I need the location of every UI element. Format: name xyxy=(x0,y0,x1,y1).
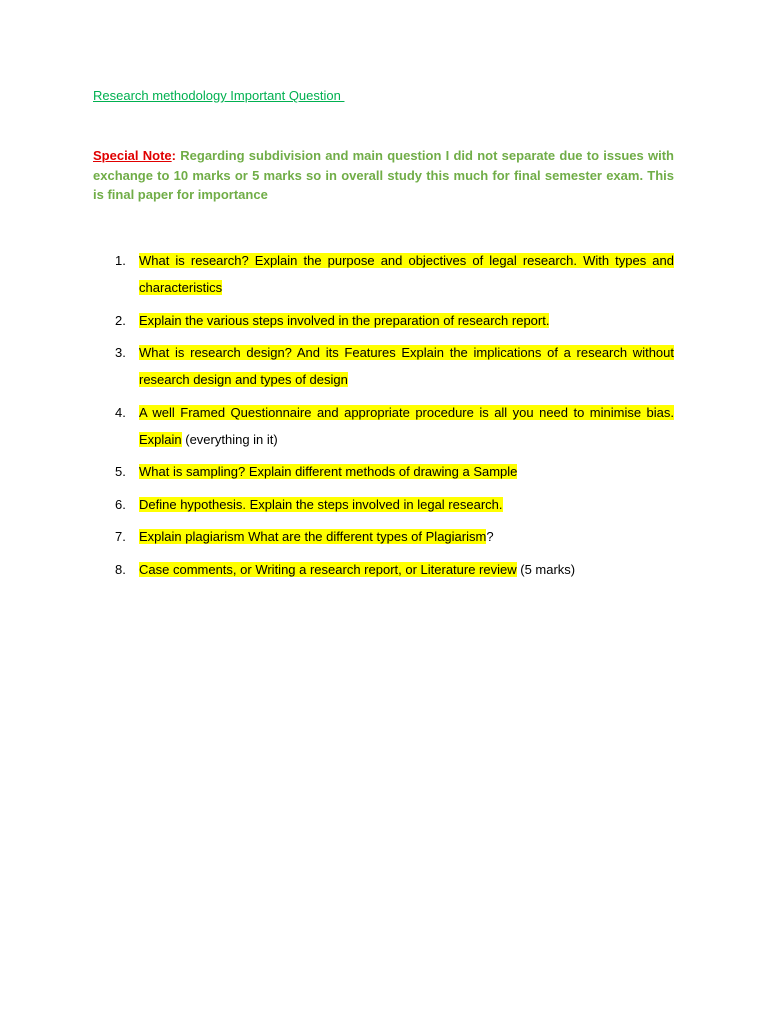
question-list xyxy=(93,247,674,588)
question-item xyxy=(93,307,674,334)
document-title: Research methodology Important Question xyxy=(93,88,345,103)
question-item xyxy=(93,523,674,550)
question-text: Case comments, or Writing a research report, or Literature review xyxy=(139,561,517,577)
question-number: 5. xyxy=(115,464,126,479)
question-extra: (everything in it) xyxy=(181,431,278,447)
question-number: 2. xyxy=(115,312,126,328)
question-text: What is research design? And its Features Explain the implications of a research without research design and types of design xyxy=(139,345,674,387)
special-note-colon: : xyxy=(171,148,177,163)
question-number: 6. xyxy=(115,496,126,512)
question-text: A well Framed Questionnaire and appropriate procedure is all you need to minimise bias. Explain xyxy=(139,404,674,447)
question-extra: ? xyxy=(486,529,494,544)
question-number: 1. xyxy=(115,253,126,268)
question-text: Define hypothesis. Explain the steps involved in legal research. xyxy=(139,496,503,512)
question-number: 3. xyxy=(115,345,126,360)
special-note-text: Regarding subdivision and main question I did not separate due to issues with exchange to 10 marks or 5 marks so in overall study this much for final semester exam. This is final paper for importance xyxy=(93,148,674,202)
special-note-label: Special Note xyxy=(93,148,172,163)
question-text: Explain plagiarism What are the different types of Plagiarism xyxy=(139,529,487,544)
question-number: 7. xyxy=(115,529,126,544)
special-note xyxy=(93,146,674,205)
question-text: What is sampling? Explain different methods of drawing a Sample xyxy=(139,464,518,479)
question-item xyxy=(93,556,674,583)
question-item xyxy=(93,247,674,301)
question-number: 4. xyxy=(115,404,126,420)
question-text: Explain the various steps involved in the preparation of research report. xyxy=(139,312,550,328)
question-item xyxy=(93,399,674,453)
question-number: 8. xyxy=(115,561,126,577)
question-item xyxy=(93,458,674,485)
question-extra: (5 marks) xyxy=(516,561,576,577)
question-text: What is research? Explain the purpose and objectives of legal research. With types and characteristics xyxy=(139,253,674,295)
question-item xyxy=(93,339,674,393)
question-item xyxy=(93,491,674,518)
